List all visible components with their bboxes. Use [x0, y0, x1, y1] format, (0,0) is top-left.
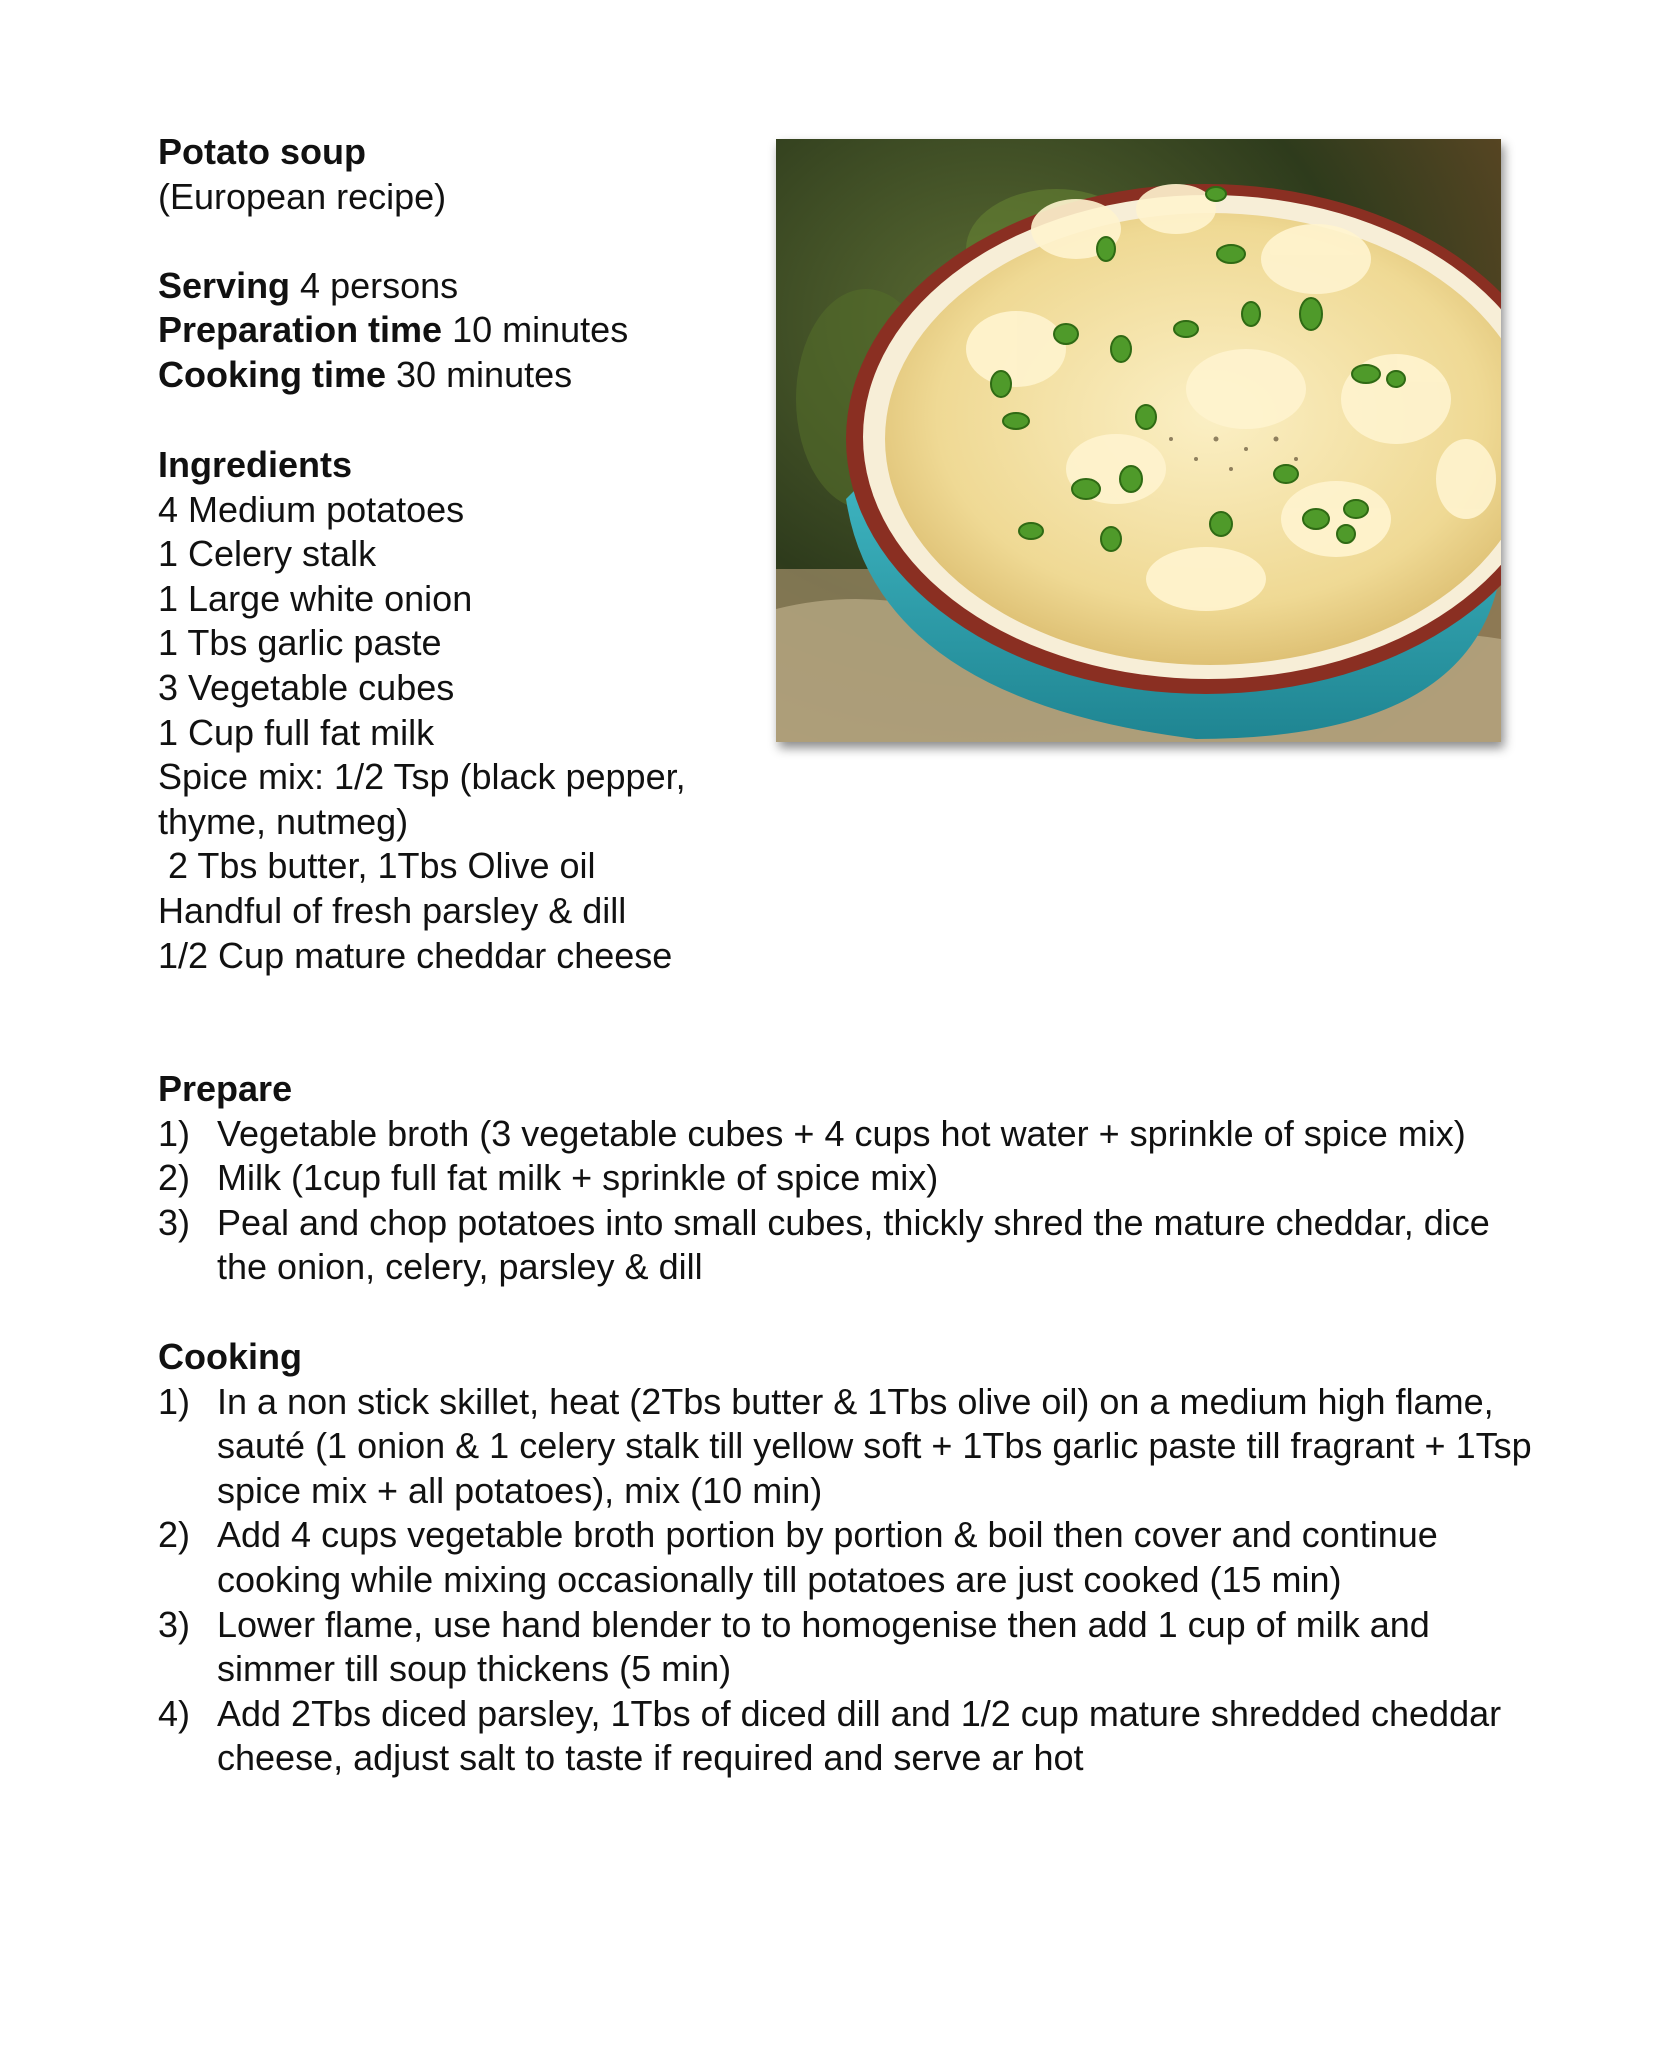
ingredient-item: 1 Celery stalk: [158, 533, 377, 575]
cook-time-row: [158, 353, 758, 398]
cook-time-value: 30 minutes: [386, 353, 573, 395]
ingredient-item: 1 Cup full fat milk: [158, 711, 435, 753]
step-number: 2): [158, 1157, 191, 1199]
prepare-step: [158, 1201, 1538, 1290]
cooking-step: [158, 1513, 1538, 1602]
step-number: 3): [158, 1201, 191, 1243]
step-text: Vegetable broth (3 vegetable cubes + 4 cups hot water + sprinkle of spice mix): [217, 1112, 1466, 1154]
prep-time-value: 10 minutes: [442, 309, 629, 351]
soup-bowl-illustration: [776, 139, 1501, 742]
prepare-step: [158, 1156, 1538, 1201]
serving-value: 4 persons: [290, 264, 459, 306]
cooking-steps: [158, 1380, 1538, 1781]
recipe-subtitle: (European recipe): [158, 175, 447, 217]
step-text: Lower flame, use hand blender to to homogenise then add 1 cup of milk and simmer till soup thickens (5 min): [217, 1603, 1430, 1690]
prepare-step: [158, 1112, 1538, 1157]
serving-row: [158, 264, 758, 309]
recipe-header: [158, 130, 758, 398]
ingredient-item: 1 Large white onion: [158, 577, 473, 619]
cooking-step: [158, 1692, 1538, 1781]
potato-soup-photo: [776, 139, 1501, 742]
prepare-section: [158, 1067, 1538, 1290]
step-number: 1): [158, 1380, 191, 1422]
ingredient-item: Handful of fresh parsley & dill: [158, 889, 627, 931]
spacer: [158, 219, 758, 264]
prepare-steps: [158, 1112, 1538, 1290]
cooking-heading: Cooking: [158, 1336, 302, 1377]
ingredients-section: [158, 443, 758, 978]
step-text: Peal and chop potatoes into small cubes, thickly shred the mature cheddar, dice the onion, celery, parsley & dill: [217, 1201, 1490, 1288]
ingredient-item: 2 Tbs butter, 1Tbs Olive oil: [158, 845, 596, 887]
ingredient-item: thyme, nutmeg): [158, 800, 409, 842]
ingredient-item: 1/2 Cup mature cheddar cheese: [158, 934, 673, 976]
ingredient-item: 1 Tbs garlic paste: [158, 622, 442, 664]
ingredient-item: 3 Vegetable cubes: [158, 666, 455, 708]
ingredients-heading: Ingredients: [158, 444, 353, 485]
step-number: 1): [158, 1112, 191, 1154]
prep-time-label: Preparation time: [158, 309, 443, 351]
prepare-heading: Prepare: [158, 1068, 293, 1109]
step-text: In a non stick skillet, heat (2Tbs butter & 1Tbs olive oil) on a medium high flame, sauté (1 onion & 1 celery stalk till yellow soft + 1Tbs garlic paste till fragrant + 1Tsp spice mix + all potatoes), mix (10 min): [217, 1380, 1532, 1511]
cooking-step: [158, 1380, 1538, 1514]
cooking-step: [158, 1603, 1538, 1692]
step-text: Milk (1cup full fat milk + sprinkle of spice mix): [217, 1157, 939, 1199]
ingredient-item: Spice mix: 1/2 Tsp (black pepper,: [158, 756, 686, 798]
step-text: Add 4 cups vegetable broth portion by portion & boil then cover and continue cooking while mixing occasionally till potatoes are just cooked (15 min): [217, 1514, 1438, 1600]
recipe-title: Potato soup: [158, 131, 366, 172]
step-number: 2): [158, 1514, 191, 1556]
cooking-section: [158, 1335, 1538, 1781]
step-number: 3): [158, 1603, 191, 1645]
cook-time-label: Cooking time: [158, 353, 387, 395]
serving-label: Serving: [158, 264, 291, 306]
prep-time-row: [158, 308, 758, 353]
ingredient-item: 4 Medium potatoes: [158, 488, 465, 530]
step-number: 4): [158, 1692, 191, 1734]
step-text: Add 2Tbs diced parsley, 1Tbs of diced dill and 1/2 cup mature shredded cheddar cheese, adjust salt to taste if required and serve ar hot: [217, 1692, 1502, 1779]
